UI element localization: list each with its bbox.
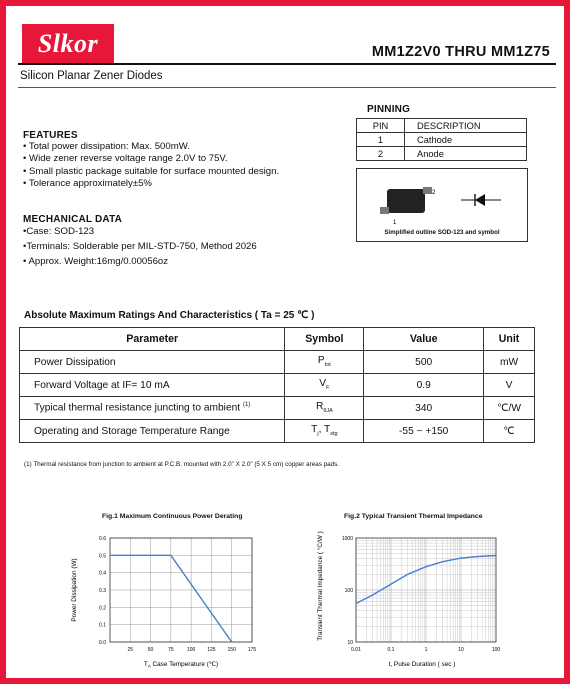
fig2-x-tick-label: 0.1 bbox=[387, 647, 395, 653]
unit-cell: mW bbox=[484, 351, 535, 374]
fig1-xlabel: $T_A$ Case Temperature (℃) bbox=[143, 661, 219, 669]
fig1-x-tick-label: 50 bbox=[147, 647, 154, 653]
fig1-x-tick-label: 125 bbox=[207, 647, 216, 653]
features-list bbox=[23, 141, 279, 191]
ratings-table bbox=[19, 327, 535, 443]
fig2-xlabel: t, Pulse Duration ( sec ) bbox=[388, 661, 456, 668]
table-row bbox=[20, 397, 535, 420]
list-item: • Approx. Weight:16mg/0.00056oz bbox=[23, 255, 169, 267]
value-cell: 340 bbox=[364, 397, 484, 420]
pin-header: PIN bbox=[357, 119, 405, 133]
lead-label-2: 2 bbox=[432, 190, 436, 196]
fig1-y-tick-label: 0.0 bbox=[99, 640, 106, 646]
fig2-y-tick-label: 1000 bbox=[341, 536, 353, 542]
fig1-ylabel: Power Dissipation (W) bbox=[71, 558, 78, 622]
symbol-cell: $V_F$ bbox=[285, 374, 364, 397]
parameter-cell: Operating and Storage Temperature Range bbox=[20, 420, 285, 443]
fig2-grid bbox=[356, 538, 496, 642]
column-header: Parameter bbox=[20, 328, 285, 351]
sod123-package-icon bbox=[357, 169, 529, 229]
list-item: • Total power dissipation: Max. 500mW. bbox=[23, 141, 190, 152]
fig2-y-tick-label: 10 bbox=[347, 640, 353, 646]
column-header: Symbol bbox=[285, 328, 364, 351]
pinning-table bbox=[356, 118, 527, 161]
pin-description: Cathode bbox=[405, 133, 527, 147]
ratings-title: Absolute Maximum Ratings And Characteristics ( Ta = 25 ℃ ) bbox=[24, 310, 315, 321]
package-outline-box bbox=[356, 168, 528, 242]
value-cell: 500 bbox=[364, 351, 484, 374]
fig1-x-tick-label: 150 bbox=[227, 647, 236, 653]
package-body bbox=[387, 189, 425, 213]
table-row bbox=[357, 147, 527, 161]
ratings-footnote: (1) Thermal resistance from junction to ambient at P.C.B. mounted with 2.0" X 2.0" (5 X 5 cm) copper areas pads. bbox=[24, 461, 340, 468]
unit-cell: ℃/W bbox=[484, 397, 535, 420]
product-subtitle: Silicon Planar Zener Diodes bbox=[20, 70, 163, 82]
fig1-y-tick-label: 0.5 bbox=[99, 553, 106, 560]
unit-cell: V bbox=[484, 374, 535, 397]
value-cell: -55 ~ +150 bbox=[364, 420, 484, 443]
fig1-x-tick-label: 75 bbox=[168, 647, 174, 653]
subtitle-rule bbox=[18, 87, 556, 88]
pin-number: 2 bbox=[357, 147, 405, 161]
outline-caption: Simplified outline SOD-123 and symbol bbox=[384, 229, 500, 236]
symbol-cell: $R_{\theta JA}$ bbox=[285, 397, 364, 420]
table-row bbox=[20, 374, 535, 397]
fig2-x-tick-label: 0.01 bbox=[351, 647, 361, 653]
list-item: • Small plastic package suitable for surface mounted design. bbox=[23, 165, 280, 177]
table-row bbox=[357, 133, 527, 147]
mechanical-list bbox=[23, 225, 257, 269]
table-header-row bbox=[20, 328, 535, 351]
fig1-x-tick-label: 175 bbox=[247, 647, 257, 653]
table-row bbox=[357, 119, 527, 133]
fig2-x-tick-label: 100 bbox=[491, 647, 501, 653]
fig1-y-tick-label: 0.1 bbox=[99, 622, 106, 629]
fig2-x-tick-label: 10 bbox=[458, 647, 464, 653]
fig2-y-tick-label: 100 bbox=[344, 588, 353, 594]
fig1-y-tick-label: 0.3 bbox=[99, 588, 106, 594]
list-item: •Terminals: Solderable per MIL-STD-750, Method 2026 bbox=[23, 240, 257, 252]
description-header: DESCRIPTION bbox=[405, 119, 527, 133]
diode-symbol-icon bbox=[461, 194, 501, 206]
column-header: Value bbox=[364, 328, 484, 351]
fig1-ticks bbox=[99, 536, 256, 653]
pinning-heading: PINNING bbox=[367, 104, 411, 115]
value-cell: 0.9 bbox=[364, 374, 484, 397]
fig2-x-tick-label: 1 bbox=[424, 647, 428, 653]
parameter-cell: Forward Voltage at IF= 10 mA bbox=[20, 374, 285, 397]
parameter-cell: Typical thermal resistance juncting to ambient $^{(1)}$ bbox=[20, 397, 285, 420]
table-row bbox=[20, 420, 535, 443]
header-rule bbox=[18, 63, 556, 65]
list-item: • Tolerance approximately±5% bbox=[23, 178, 152, 190]
fig1-y-tick-label: 0.2 bbox=[99, 605, 106, 612]
pin-number: 1 bbox=[357, 133, 405, 147]
features-heading: FEATURES bbox=[23, 130, 78, 141]
lead-label-1: 1 bbox=[393, 220, 397, 226]
brand-logo: Slkor bbox=[22, 24, 114, 64]
fig1-y-tick-label: 0.4 bbox=[99, 570, 106, 577]
fig1-x-tick-label: 25 bbox=[127, 647, 134, 653]
part-number-title: MM1Z2V0 THRU MM1Z75 bbox=[371, 44, 550, 60]
fig2-chart bbox=[312, 524, 508, 670]
table-row bbox=[20, 351, 535, 374]
list-item: •Case: SOD-123 bbox=[23, 226, 95, 237]
package-lead-2 bbox=[423, 187, 432, 194]
fig1-y-tick-label: 0.6 bbox=[99, 536, 106, 542]
package-lead-1 bbox=[380, 207, 389, 214]
datasheet-page bbox=[6, 6, 564, 678]
symbol-cell: $P_{tot}$ bbox=[285, 351, 364, 374]
fig1-chart bbox=[66, 524, 266, 670]
column-header: Unit bbox=[484, 328, 535, 351]
mechanical-heading: MECHANICAL DATA bbox=[23, 214, 123, 225]
fig1-x-tick-label: 100 bbox=[186, 647, 196, 653]
fig2-ylabel: Transient Thermal Impedance ( °C/W ) bbox=[317, 531, 324, 641]
fig2-title: Fig.2 Typical Transient Thermal Impedance bbox=[344, 513, 483, 520]
fig1-grid bbox=[110, 538, 252, 642]
unit-cell: ℃ bbox=[484, 420, 535, 443]
list-item: • Wide zener reverse voltage range 2.0V to 75V. bbox=[23, 153, 228, 165]
pin-description: Anode bbox=[405, 147, 527, 161]
parameter-cell: Power Dissipation bbox=[20, 351, 285, 374]
symbol-cell: $T_j$, $T_{stg}$ bbox=[285, 420, 364, 443]
fig1-title: Fig.1 Maximum Continuous Power Derating bbox=[102, 513, 243, 520]
